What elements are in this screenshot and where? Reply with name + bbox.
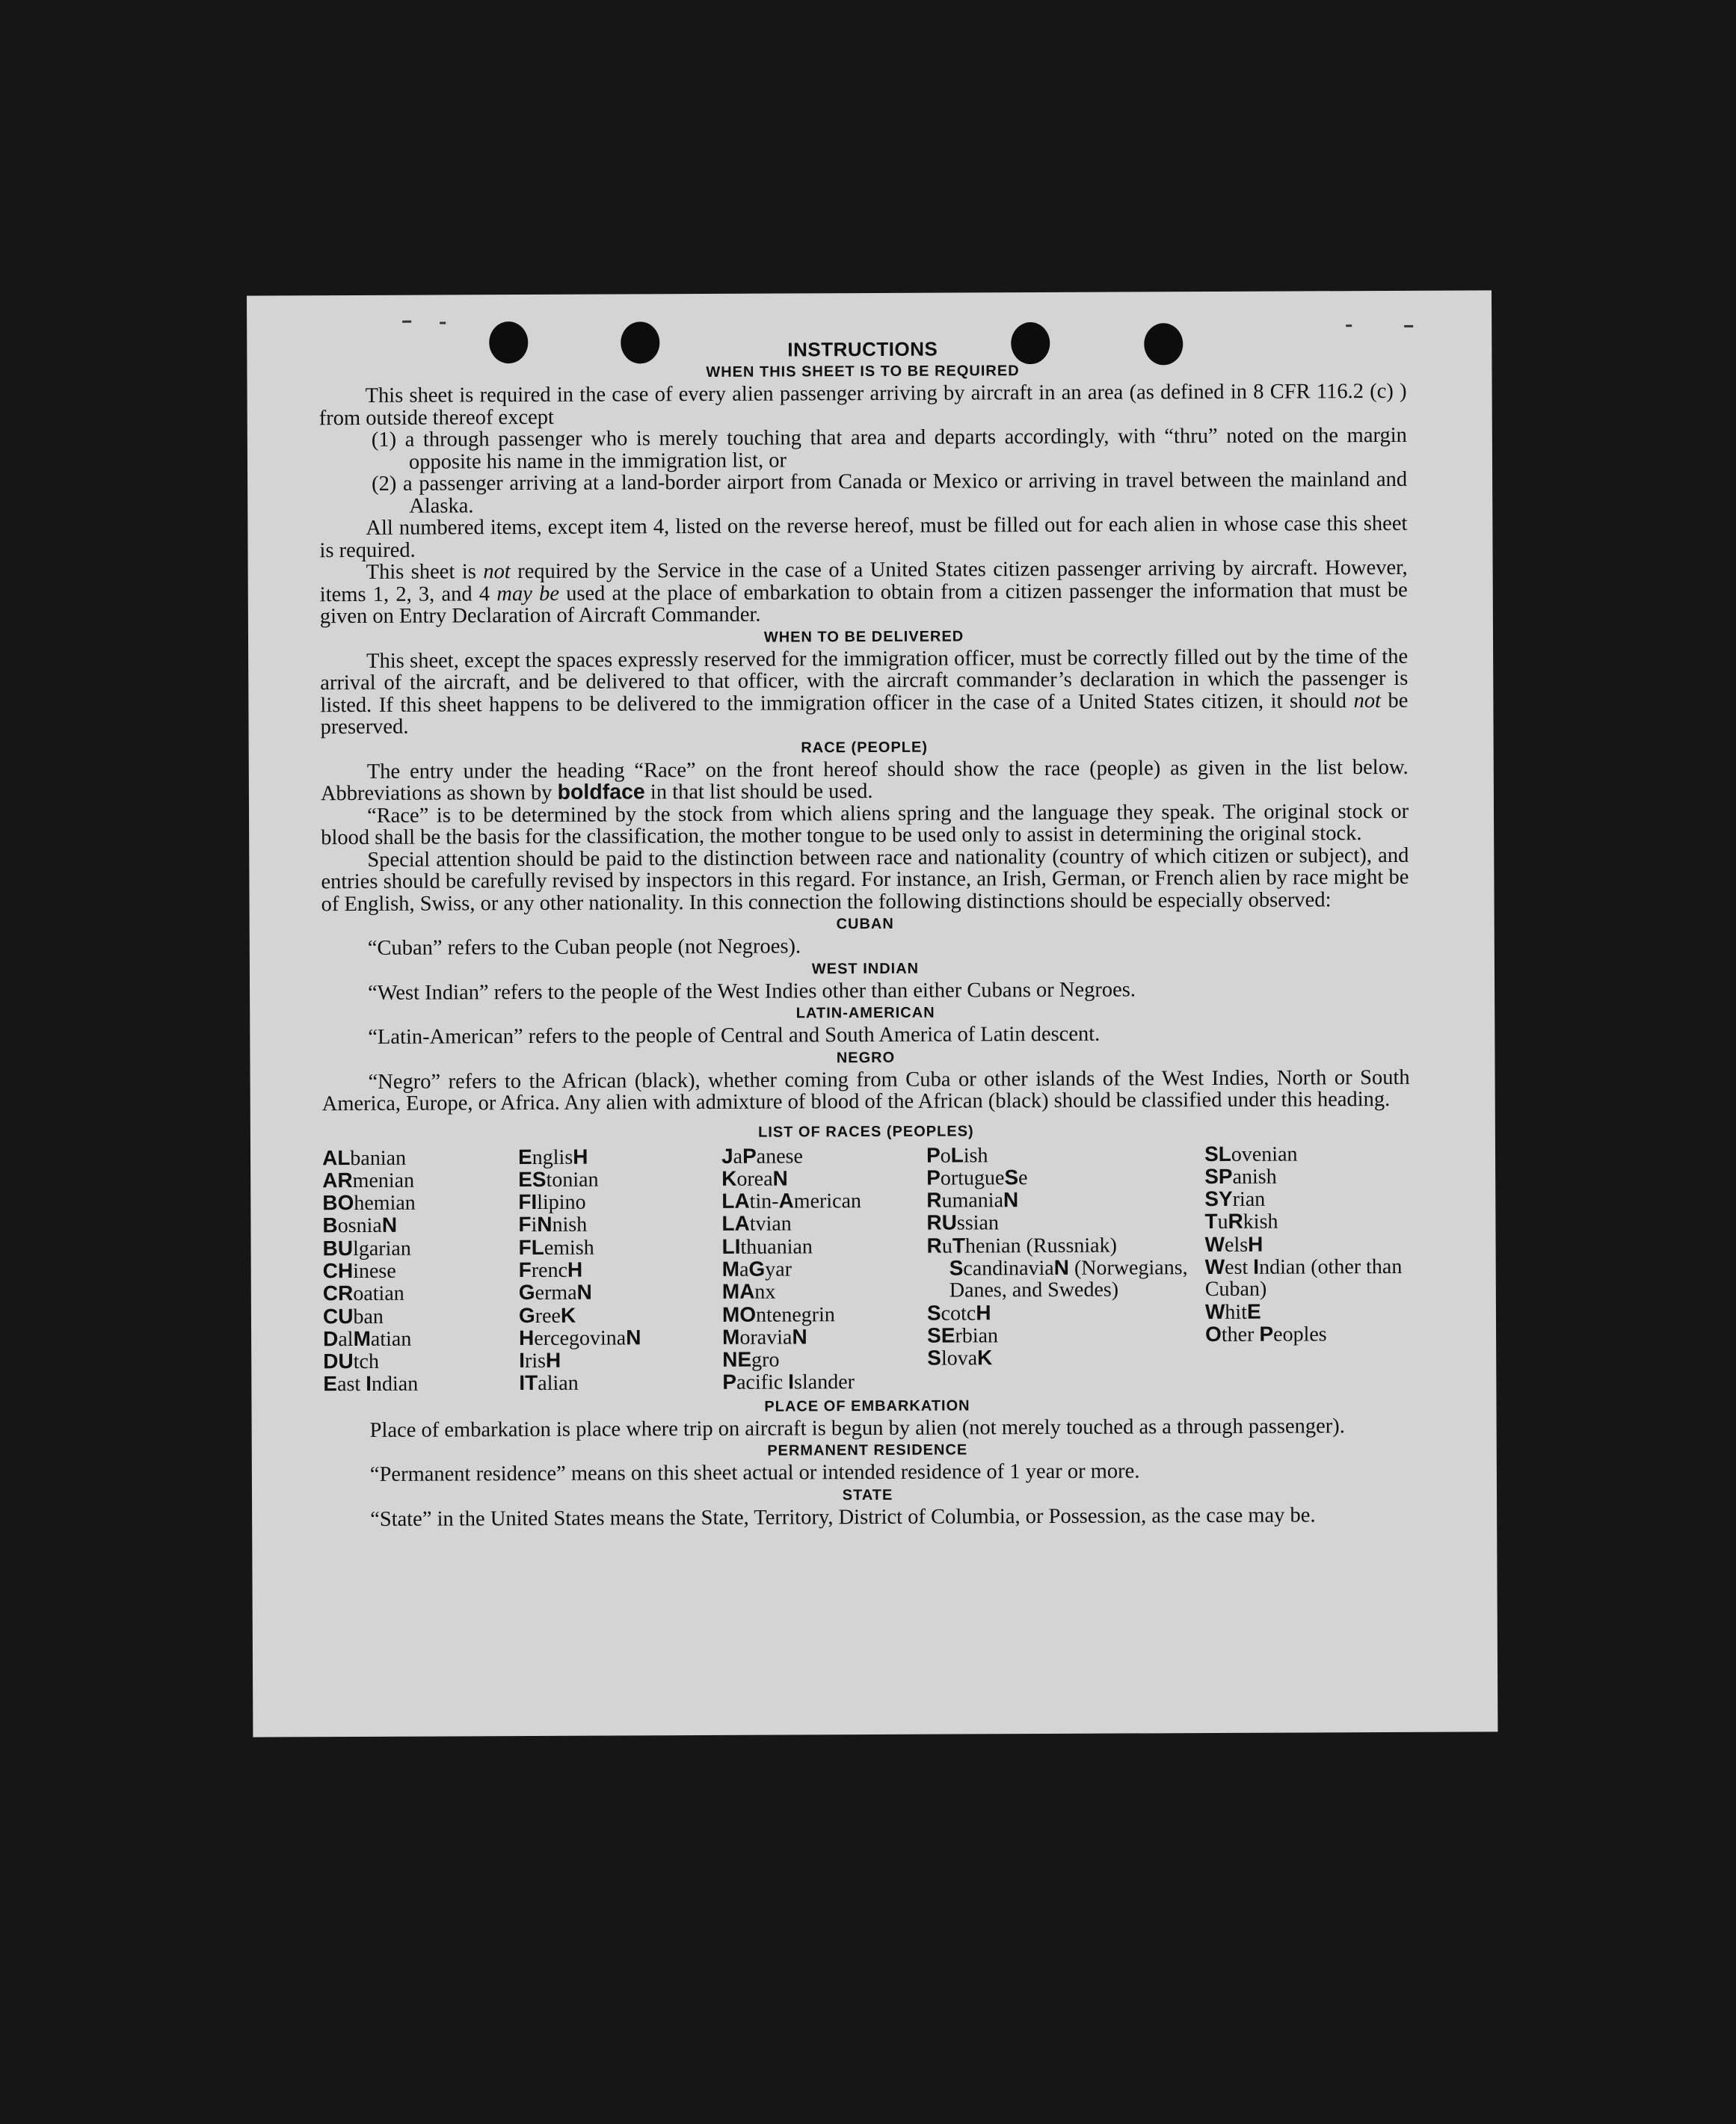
list-item: (2) a passenger arriving at a land-border airport from Canada or Mexico or arriving in travel between the mainland and Alaska. [372,467,1408,518]
boldface-word: boldface [557,780,645,804]
paragraph: “Race” is to be determined by the stock from which aliens spring and the language they speak. The original stock or blood shall be the basis for the classification, the mother tongue to be used only to assist in determining the original stock. [321,799,1409,850]
race-entry: FIlipino [518,1190,586,1215]
race-entry: NEgro [722,1347,780,1372]
race-entry: MOntenegrin [721,1302,835,1327]
section-heading-west-indian: WEST INDIAN [811,960,920,977]
sheet-content [318,336,1412,1531]
race-entry: WelsH [1204,1232,1263,1257]
race-entry: ARmenian [322,1168,415,1192]
race-entry: ALbanian [321,1145,407,1170]
races-column [518,1145,722,1394]
race-entry: East Indian [323,1372,419,1397]
race-entry: Other Peoples [1205,1322,1327,1346]
paragraph: “Permanent residence” means on this sheet actual or intended residence of 1 year or more. [369,1459,1140,1487]
text-run: be preserved. [320,689,1409,739]
text-run: required by the Service in the case of a United States citizen passenger arriving by aircraft. However, items 1, 2, 3, and 4 [319,555,1408,606]
list-item: (1) a through passenger who is merely touching that area and departs accordingly, with “thru” noted on the margin opposite his name in the immigration list, or [371,423,1407,474]
race-entry: BosniaN [322,1213,398,1238]
race-entry: DUtch [323,1349,379,1374]
races-list [322,1142,1411,1396]
race-entry: BOhemian [322,1191,416,1216]
race-entry: FiNnish [518,1213,588,1237]
section-heading-residence: PERMANENT RESIDENCE [767,1441,968,1459]
text-run: This sheet is [366,560,476,584]
race-entry: WhitE [1204,1299,1261,1324]
race-entry: MAnx [721,1279,776,1304]
race-entry: SYrian [1204,1186,1266,1211]
race-entry: FrencH [518,1258,583,1282]
race-entry: RumaniaN [926,1188,1019,1213]
race-entry: ScotcH [926,1300,991,1326]
race-entry: SLovenian [1204,1142,1298,1166]
section-heading-races-list: LIST OF RACES (PEOPLES) [758,1122,974,1141]
section-heading-embarkation: PLACE OF EMBARKATION [764,1397,970,1415]
race-entry: West Indian (other than Cuban) [1204,1255,1403,1302]
section-heading-cuban: CUBAN [836,915,894,933]
races-column [721,1144,927,1394]
race-entry: CUban [322,1304,384,1329]
race-entry: TuRkish [1204,1210,1278,1234]
paragraph [320,557,1408,628]
race-entry: ITalian [519,1371,579,1396]
race-entry: KoreaN [721,1166,788,1191]
scan-speck [1404,325,1413,327]
race-entry: GreeK [518,1303,576,1328]
scan-speck [440,321,446,324]
paragraph: “Negro” refers to the African (black), whether coming from Cuba or other islands of the West Indies, North or South America, Europe, or Africa. Any alien with admixture of blood of the African (black) should be classified under this heading. [321,1065,1410,1116]
race-entry: RuThenian (Russniak) [926,1234,1117,1258]
race-entry: EnglisH [517,1145,588,1169]
race-entry: SErbian [927,1323,999,1348]
emphasis: not [483,560,511,584]
race-entry: EStonian [518,1167,599,1192]
race-entry: Pacific Islander [722,1370,855,1395]
race-entry: LAtin-American [721,1189,862,1213]
race-entry: IrisH [519,1348,561,1373]
race-entry: LAtvian [721,1212,792,1237]
race-entry: DalMatian [323,1326,412,1351]
section-heading-required: WHEN THIS SHEET IS TO BE REQUIRED [706,363,1020,381]
emphasis: not [1353,689,1382,712]
text-run: This sheet, except the spaces expressly reserved for the immigration officer, must be correctly filled out by the time of the arrival of the aircraft, and be delivered to that officer, with the aircraft commander’s declaration in which the passenger is listed. If this sheet happens to be delivered to the immigration officer in the case of a United States citizen, it should [320,644,1409,717]
race-entry: FLemish [518,1235,594,1260]
race-entry: MoraviaN [722,1325,807,1349]
races-column [1204,1142,1411,1391]
race-entry: HercegovinaN [519,1326,641,1350]
races-column [926,1143,1205,1394]
race-entry: ScandinaviaN (Norwegians, Danes, and Swedes) [949,1255,1188,1302]
race-entry: SPanish [1204,1164,1277,1189]
section-heading-state: STATE [842,1486,893,1503]
paragraph: Special attention should be paid to the distinction between race and nationality (country of which citizen or subject), and entries should be carefully revised by inspectors in this regard. For instance, an Irish, German, or French alien by race might be of English, Swiss, or any other nationality. In this connection the following distinctions should be especially observed: [321,843,1409,916]
emphasis: may be [496,582,560,606]
race-entry: BUlgarian [322,1236,411,1260]
race-entry: CRoatian [322,1281,404,1306]
paragraph: “State” in the United States means the State, Territory, District of Columbia, or Possession, as the case may be. [370,1503,1316,1531]
section-heading-race: RACE (PEOPLE) [801,739,929,756]
paragraph [320,645,1409,738]
race-entry: CHinese [322,1259,396,1284]
race-entry: GermaN [518,1280,592,1305]
scan-speck [1346,324,1352,327]
instruction-sheet [247,290,1498,1737]
race-entry: SlovaK [927,1346,993,1370]
paragraph [321,756,1409,804]
scan-speck [402,321,411,323]
paragraph: All numbered items, except item 4, listed on the reverse hereof, must be filled out for each alien in whose case this sheet is required. [319,511,1408,562]
paragraph: Place of embarkation is place where trip on aircraft is begun by alien (not merely touched as a through passenger). [369,1415,1345,1442]
paragraph: “West Indian” refers to the people of the West Indies other than either Cubans or Negroes. [368,977,1136,1005]
race-entry: MaGyar [721,1257,792,1281]
paragraph: This sheet is required in the case of every alien passenger arriving by aircraft in an area (as defined in 8 CFR 116.2 (c) ) from outside thereof except [318,379,1407,430]
race-entry: RUssian [926,1210,999,1235]
race-entry: PortugueSe [926,1165,1028,1190]
section-heading-latin-american: LATIN-AMERICAN [795,1004,935,1022]
race-entry: PoLish [926,1142,988,1168]
paragraph: “Cuban” refers to the Cuban people (not Negroes). [367,935,801,960]
race-entry: JaPanese [721,1144,804,1169]
race-entry: LIthuanian [721,1234,813,1259]
races-column [322,1146,519,1396]
text-run: The entry under the heading “Race” on the front hereof should show the race (people) as given in the list below. Abbreviations as shown by [320,755,1409,806]
paragraph: “Latin-American” refers to the people of Central and South America of Latin descent. [368,1022,1101,1049]
page-title: INSTRUCTIONS [787,337,938,361]
section-heading-delivered: WHEN TO BE DELIVERED [763,627,964,646]
section-heading-negro: NEGRO [836,1049,896,1066]
text-run: in that list should be used. [650,779,873,804]
text-run: used at the place of embarkation to obtain from a citizen passenger the information that must be given on Entry Declaration of Aircraft Commander. [319,578,1408,629]
